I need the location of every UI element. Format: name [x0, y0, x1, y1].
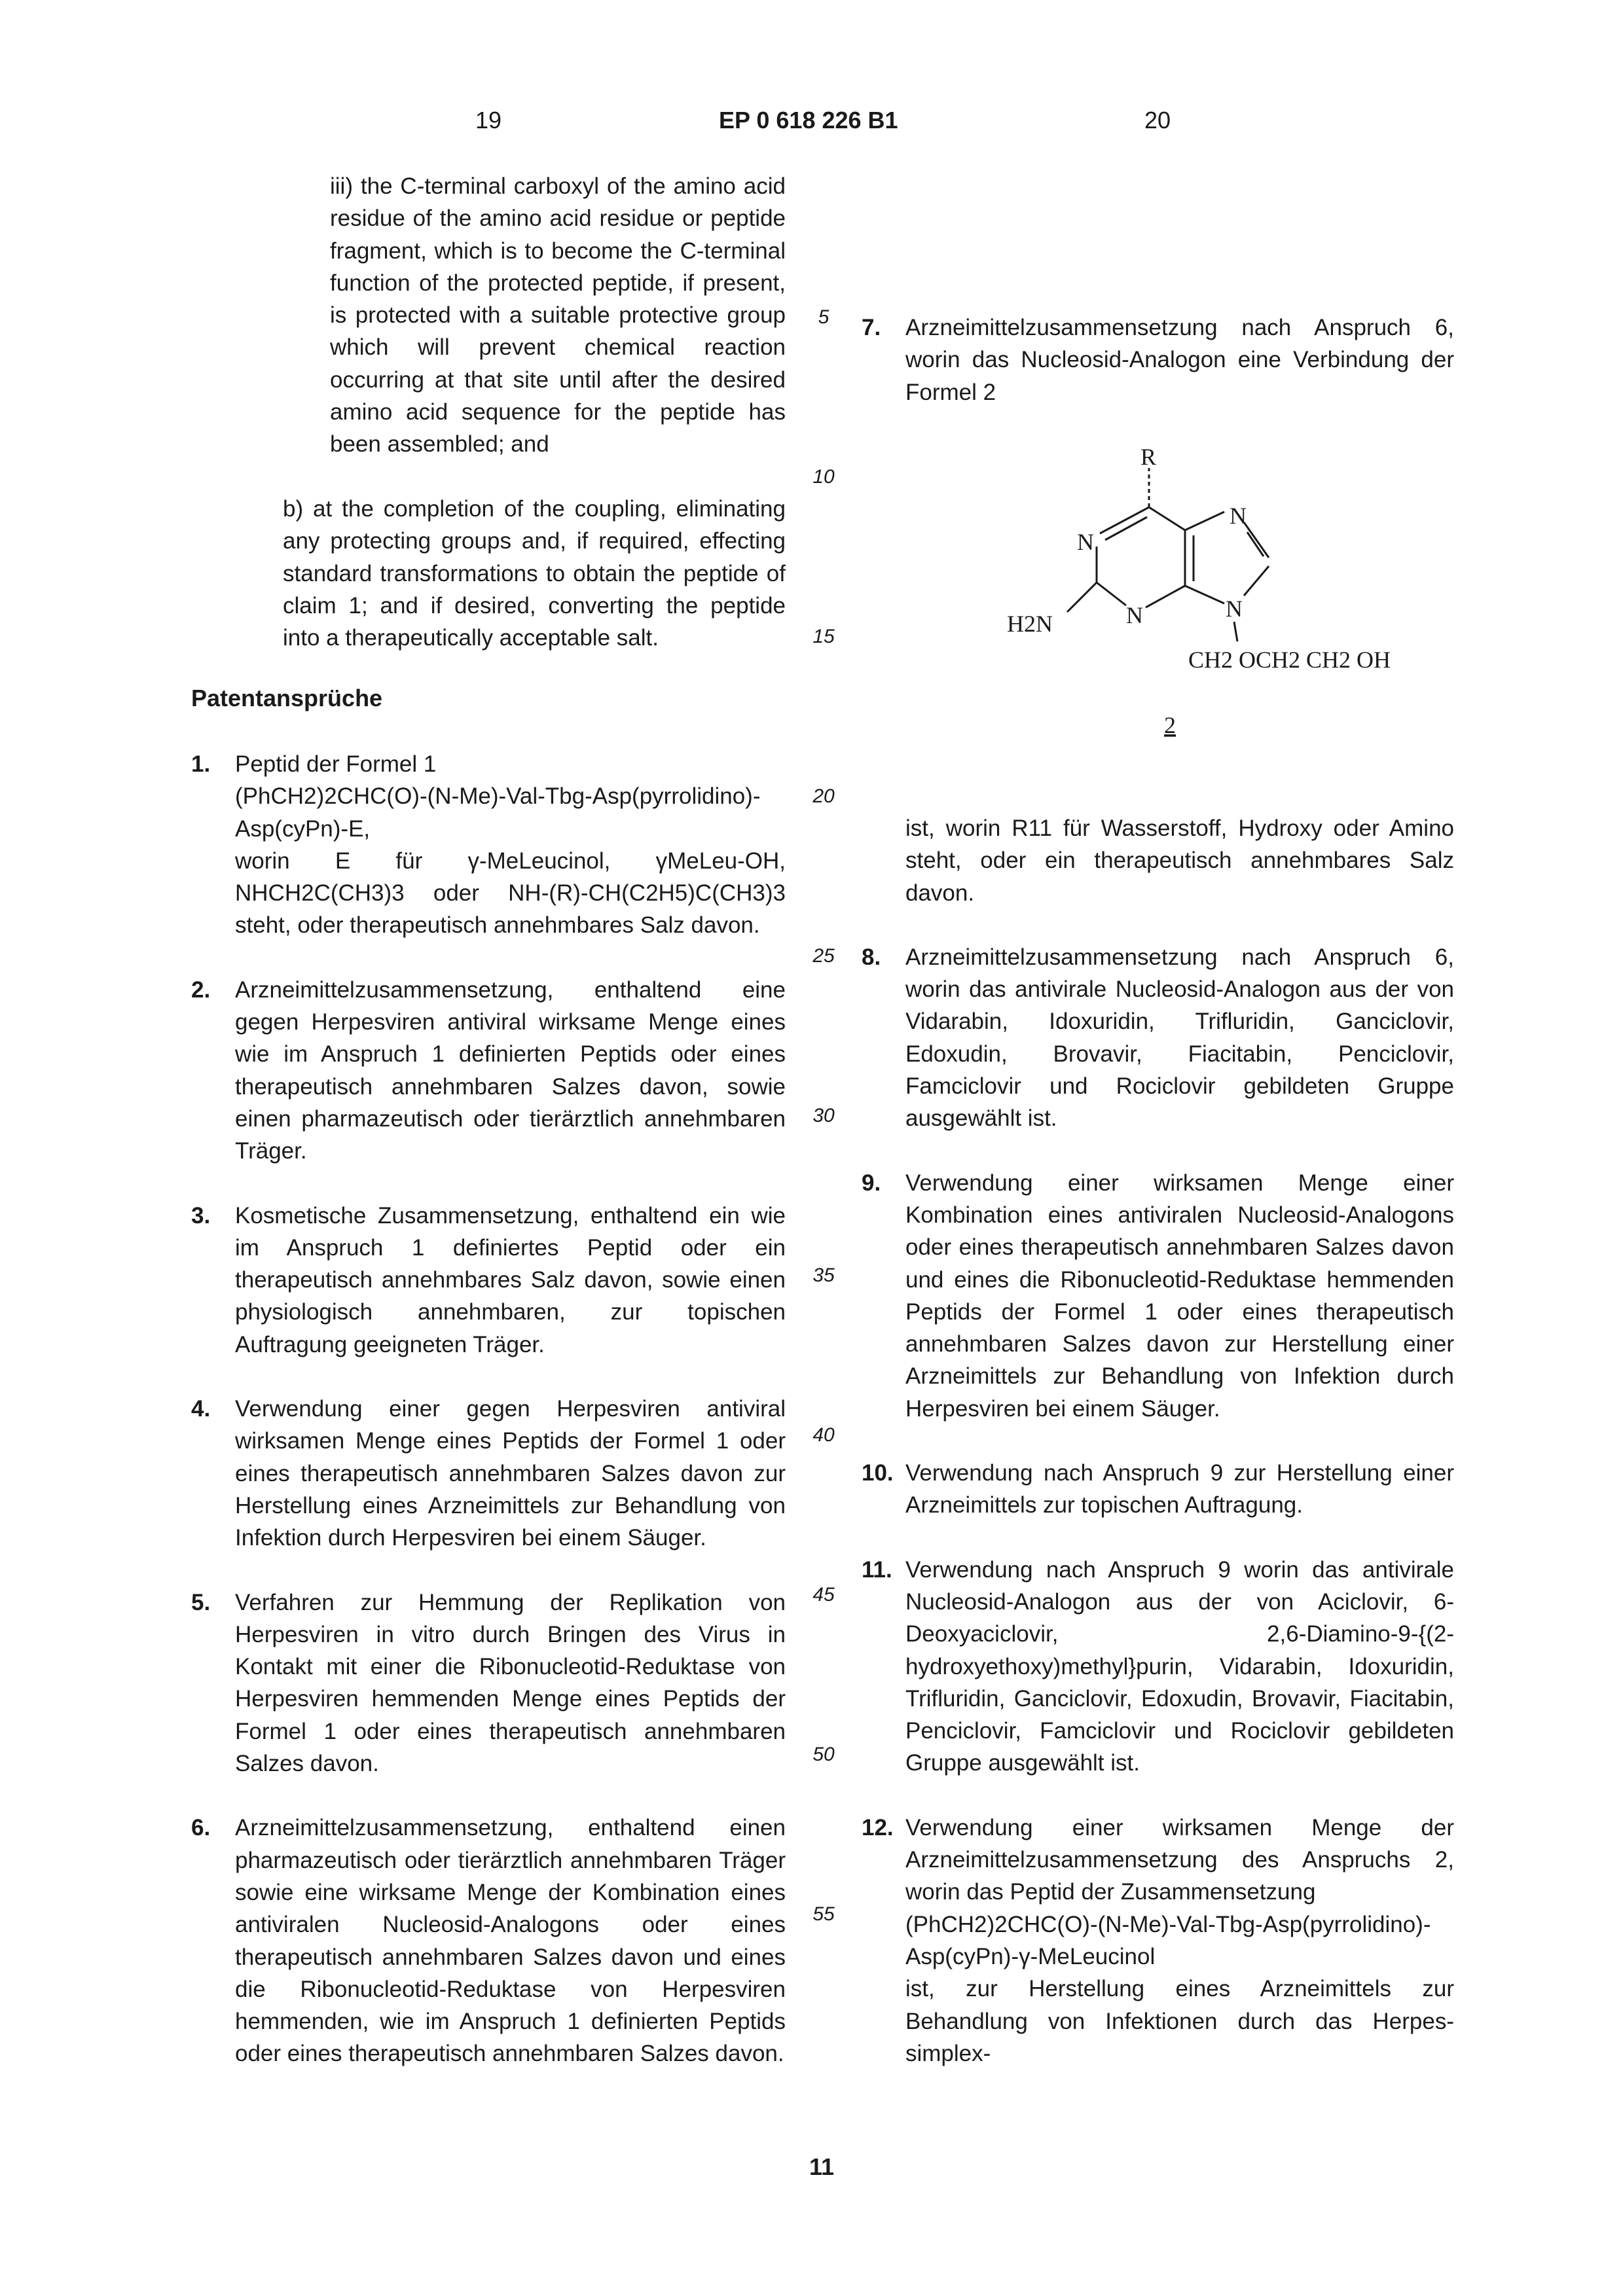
item-iii-text: iii) the C-terminal carboxyl of the amino acid residue of the amino acid residue or peptide fragment, which is to become the C-terminal function of the protected peptide, if present, is protected with a suitable protective group which will prevent chemical reaction occurring at that site until after the desired amino acid sequence for the peptide has been assembled; and [330, 173, 786, 457]
claim-text: Verfahren zur Hemmung der Replikation von Herpesviren in vitro durch Bringen des Virus in Kontakt mit einer die Ribonucleotid-Reduktase von Herpesviren hemmenden Menge eines Peptids der Formel 1 oder eines therapeutisch annehmbaren Salzes davon. [235, 1589, 786, 1777]
structure-n-label: N [1230, 503, 1247, 529]
claim-number: 4. [191, 1396, 211, 1422]
claim-text: Arzneimittelzusammensetzung nach Anspruch 6, worin das antivirale Nucleosid-Analogon aus der von Vidarabin, Idoxuridin, Trifluridin, Ganciclovir, Edoxudin, Brovavir, Fiacitabin, Penciclovir, Famciclovir und Rociclovir gebildeten Gruppe ausgewählt ist. [905, 944, 1454, 1132]
claim-6 [191, 1812, 786, 2070]
claim-1 [191, 748, 786, 942]
claim-number: 3. [191, 1202, 211, 1229]
claim-10 [862, 1457, 1454, 1522]
claim-number: 12. [862, 1814, 894, 1840]
line-number: 50 [812, 1744, 835, 1765]
claim-text: Verwendung einer wirksamen Menge der Arzneimittelzusammensetzung des Anspruchs 2, worin das Peptid der Zusammensetzung [905, 1814, 1454, 1905]
structure-r-label: R [1140, 444, 1157, 470]
claim-5 [191, 1587, 786, 1780]
claim-1-intro: Peptid der Formel 1 [235, 751, 437, 777]
claim-1-rest: worin E für γ-MeLeucinol, γMeLeu-OH, NHCH2C(CH3)3 oder NH-(R)-CH(C2H5)C(CH3)3 steht, oder therapeutisch annehmbares Salz davon. [235, 848, 786, 939]
claim-number: 7. [862, 315, 881, 340]
line-number: 5 [818, 306, 830, 328]
left-page-number: 19 [475, 107, 502, 134]
formula-2-structure [936, 432, 1408, 759]
claim-12-after: ist, zur Herstellung eines Arzneimittels zur Behandlung von Infektionen durch das Herpes-simplex- [905, 1976, 1454, 2066]
structure-n-label: N [1226, 596, 1243, 622]
claim-text: Verwendung nach Anspruch 9 worin das antivirale Nucleosid-Analogon aus der von Aciclovir, 6-Deoxyaciclovir, 2,6-Diamino-9-{(2-hydroxyethoxy)methyl}purin, Vidarabin, Idoxuridin, Trifluridin, Ganciclovir, Edoxudin, Brovavir, Fiacitabin, Penciclovir, Famciclovir und Rociclovir gebildeten Gruppe ausgewählt ist. [905, 1556, 1454, 1776]
claim-11 [862, 1554, 1454, 1780]
line-number: 40 [812, 1424, 835, 1446]
claims-heading: Patentansprüche [191, 685, 383, 711]
line-number: 25 [812, 945, 835, 967]
claim-1-formula: (PhCH2)2CHC(O)-(N-Me)-Val-Tbg-Asp(pyrrolidino)-Asp(cyPn)-E, [235, 783, 761, 842]
page-number: 11 [809, 2153, 835, 2180]
claim-number: 10. [862, 1460, 894, 1486]
claim-number: 5. [191, 1589, 211, 1615]
claim-4 [191, 1393, 786, 1554]
claim-text: Arzneimittelzusammensetzung, enthaltend einen pharmazeutisch oder tierärztlich annehmbaren Träger sowie eine wirksame Menge der Kombination eines antiviralen Nucleosid-Analogons oder eines therapeutisch annehmbaren Salzes davon und eines die Ribonucleotid-Reduktase von Herpesviren hemmenden, wie im Anspruch 1 definierten Peptids oder eines therapeutisch annehmbaren Salzes davon. [235, 1815, 786, 2067]
left-claims [191, 748, 786, 2070]
claim-text: Arzneimittelzusammensetzung, enthaltend eine gegen Herpesviren antiviral wirksame Menge eines wie im Anspruch 1 definierten Peptids oder eines therapeutisch annehmbaren Salzes davon, sowie einen pharmazeutisch oder tierärztlich annehmbaren Träger. [235, 977, 786, 1164]
claim-8 [862, 941, 1454, 1135]
claim-number: 9. [862, 1170, 881, 1196]
line-number: 35 [812, 1265, 835, 1286]
claim-number: 2. [191, 977, 211, 1003]
claim-12 [862, 1812, 1454, 2070]
item-b [283, 493, 786, 654]
claim-12-formula: (PhCH2)2CHC(O)-(N-Me)-Val-Tbg-Asp(pyrrolidino)-Asp(cyPn)-γ-MeLeucinol [905, 1911, 1431, 1969]
right-claims-continued [862, 812, 1454, 2070]
line-number: 45 [812, 1584, 835, 1605]
claim-text: Verwendung nach Anspruch 9 zur Herstellung einer Arzneimittels zur topischen Auftragung. [905, 1460, 1454, 1518]
line-number: 15 [812, 626, 835, 647]
line-number: 10 [812, 466, 835, 488]
claim-text: Arzneimittelzusammensetzung nach Anspruch 6, worin das Nucleosid-Analogon eine Verbindung der Formel 2 [905, 315, 1454, 405]
claim-text: Verwendung einer wirksamen Menge einer Kombination eines antiviralen Nucleosid-Analogons oder eines therapeutisch annehmbaren Salzes davon und eines die Ribonucleotid-Reduktase hemmenden Peptids der Formel 1 oder eines therapeutisch annehmbaren Salzes davon zur Herstellung einer Arzneimittels zur Behandlung von Infektion durch Herpesviren bei einem Säuger. [905, 1170, 1454, 1422]
claim-number: 11. [862, 1556, 892, 1583]
document-number: EP 0 618 226 B1 [719, 107, 898, 134]
structure-n-label: N [1126, 602, 1143, 628]
line-number: 55 [812, 1903, 835, 1925]
structure-side-chain: CH2 OCH2 CH2 OH [1188, 647, 1391, 673]
right-page-number: 20 [1144, 107, 1171, 134]
claim-text: Kosmetische Zusammensetzung, enthaltend ein wie im Anspruch 1 definiertes Peptid oder ein therapeutisch annehmbares Salz davon, sowie einen physiologisch annehmbaren, zur topischen Auftragung geeigneten Träger. [235, 1202, 786, 1357]
right-claims [862, 312, 1454, 408]
claim-text: Verwendung einer gegen Herpesviren antiviral wirksamen Menge eines Peptids der Formel 1 oder eines therapeutisch annehmbaren Salzes davon zur Herstellung eines Arzneimittels zur Behandlung von Infektion durch Herpesviren bei einem Säuger. [235, 1396, 786, 1551]
claim-number: 1. [191, 751, 211, 777]
line-number: 20 [812, 785, 835, 807]
line-number: 30 [812, 1105, 835, 1126]
claim-2 [191, 974, 786, 1168]
item-b-text: b) at the completion of the coupling, eliminating any protecting groups and, if required, effecting standard transformations to obtain the peptide of claim 1; and if desired, converting the peptide into a therapeutically acceptable salt. [283, 496, 786, 651]
claim-7-continued [862, 812, 1454, 909]
claim-7 [862, 312, 1454, 408]
item-iii [330, 170, 786, 461]
claim-3 [191, 1200, 786, 1361]
structure-number: 2 [1164, 712, 1176, 738]
claim-number: 8. [862, 944, 881, 970]
structure-n-label: N [1077, 529, 1094, 555]
claim-number: 6. [191, 1815, 211, 1841]
structure-nh2-label: H2N [1007, 611, 1053, 637]
claim-7-after: ist, worin R11 für Wasserstoff, Hydroxy oder Amino steht, oder ein therapeutisch annehmbares Salz davon. [905, 816, 1454, 906]
claim-9 [862, 1167, 1454, 1425]
